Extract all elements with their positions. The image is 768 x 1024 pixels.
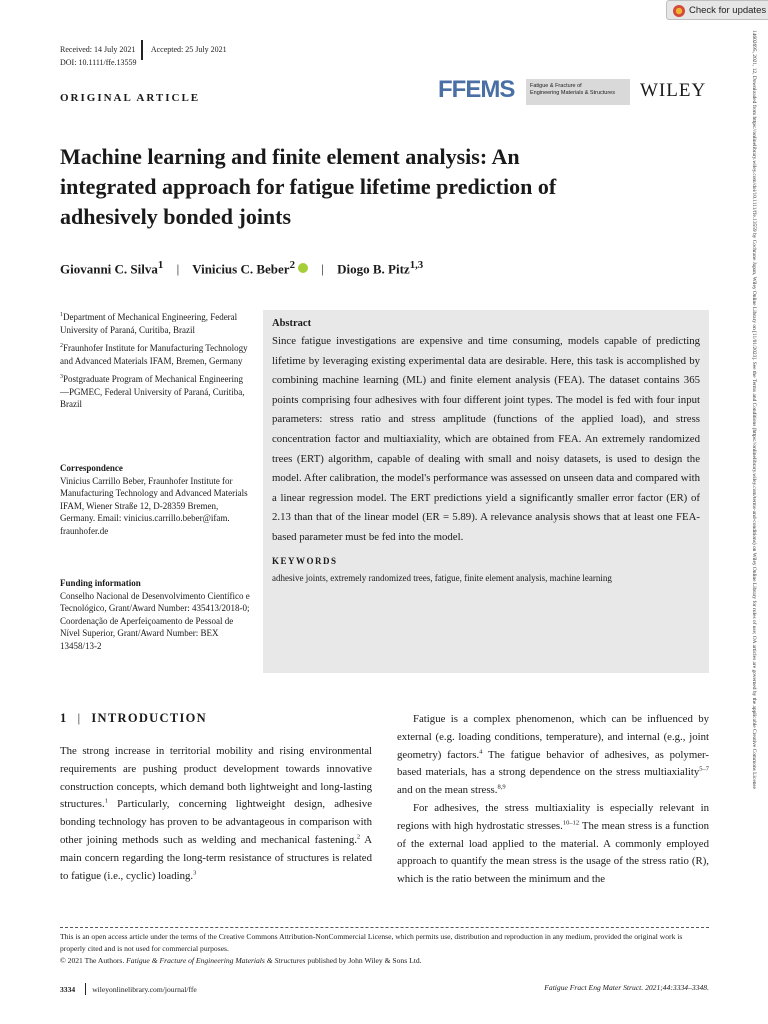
author-separator: | <box>321 261 324 277</box>
download-notice-text: 14602695, 2021, 12, Downloaded from https://onlinelibrary.wiley.com/doi/10.1111/ffe.13559 by Cochrane Japan, Wiley Online Library on [11/01/2023]. See the Terms and Conditions (https://onlinelibrary.wiley.com/terms-and-conditions) on Wiley Online Library for rules of use; OA articles are governed by the applicable Creative Commons License <box>751 30 757 789</box>
affiliation-number: 3 <box>60 374 63 380</box>
body-paragraph <box>60 743 372 885</box>
affiliation-number: 2 <box>60 343 63 349</box>
body-paragraph <box>397 800 709 889</box>
correspondence <box>60 462 250 537</box>
journal-logo-subtitle <box>526 79 630 105</box>
title-line: adhesively bonded joints <box>60 204 292 229</box>
author-name[interactable]: Giovanni C. Silva <box>60 261 158 277</box>
author-name[interactable]: Diogo B. Pitz <box>337 261 410 277</box>
affiliation <box>60 371 250 411</box>
body-text: Particularly, concerning lightweight design, adhesive bonding technology has proven to be advantageous in comparison with other joining methods such as welding and mechanical fastening. <box>60 798 372 846</box>
author-affiliation-ref: 1 <box>157 259 164 271</box>
author-separator: | <box>176 261 180 277</box>
funding-information <box>60 577 250 652</box>
keywords-heading: KEYWORDS <box>272 555 338 566</box>
copyright-text: published by John Wiley & Sons Ltd. <box>305 956 422 965</box>
citation-ref[interactable]: 5–7 <box>699 765 709 773</box>
body-column-right <box>397 711 709 889</box>
citation-ref[interactable]: 4 <box>479 748 483 755</box>
citation-ref[interactable]: 2 <box>356 833 361 841</box>
body-text: For adhesives, the stress multiaxiality is especially relevant in regions with high hydrostatic stresses. <box>397 801 709 832</box>
author-affiliation-ref: 1,3 <box>409 259 424 271</box>
page-footer <box>60 983 709 995</box>
update-badge-icon <box>673 5 685 17</box>
journal-url[interactable]: wileyonlinelibrary.com/journal/ffe <box>92 985 197 994</box>
body-text: The mean stress is a function of the external load applied to the material. A commonly employed approach to quantify the mean stress is the usage of the stress ratio (R), which is the ratio between the minimum and the <box>397 819 709 886</box>
author-list <box>60 259 423 277</box>
article-dates <box>60 40 227 60</box>
check-for-updates-label: Check for updates <box>689 5 767 16</box>
affiliation-number: 1 <box>60 312 63 318</box>
body-text: The strong increase in territorial mobility and rising environmental requirements are pushing product development towards innovative construction concepts, which demand both lightweight and long-lasting structures. <box>60 745 372 811</box>
keywords: adhesive joints, extremely randomized trees, fatigue, finite element analysis, machine learning <box>272 572 612 583</box>
affiliation-text: Postgraduate Program of Mechanical Engineering—PGMEC, Federal University of Paraná, Curitiba, Brazil <box>60 374 245 409</box>
correspondence-heading: Correspondence <box>60 463 123 473</box>
doi[interactable]: DOI: 10.1111/ffe.13559 <box>60 58 137 67</box>
author-affiliation-ref: 2 <box>289 259 295 271</box>
abstract-text: Since fatigue investigations are expensive and time consuming, models capable of predicting lifetime by leveraging existing experimental data are desirable. Here, this task is accomplished by combining machine learning (ML) and finite element analysis (FEA). The dataset contains 365 points comprising four adhesives with four different joint types. The model is fed with four input parameters: stress ratio and stress amplitude (functions of the applied load), and stress concentration factor and multiaxiality, which are obtained from FEA. An extremely randomized trees (ERT) algorithm, capable of dealing with small and noisy datasets, is used to design the model. After calibration, the model's performance was assessed on unseen data and compared with a linear regression model. The ERT predictions yield a significantly smaller error factor (ER) of 2.13 than that of the linear model (ER = 5.89). A relevance analysis shows that at least one FEA-based parameter must be fed into the model. <box>272 335 700 543</box>
section-title: INTRODUCTION <box>91 711 207 725</box>
citation-ref[interactable]: 8,9 <box>497 783 506 791</box>
title-line: integrated approach for fatigue lifetime prediction of <box>60 174 557 199</box>
journal-logo-wordmark: FFEMS <box>438 76 515 103</box>
section-heading <box>60 711 207 726</box>
body-text: A main concern regarding the long-term resistance of structures is related to fatigue (i.e., cyclic) loading. <box>60 833 372 882</box>
journal-logo[interactable] <box>438 75 630 105</box>
abstract-heading: Abstract <box>272 318 312 329</box>
abstract-box <box>263 310 709 673</box>
citation-ref[interactable]: 10–12 <box>562 819 580 827</box>
affiliation <box>60 340 250 367</box>
check-for-updates-button[interactable] <box>666 0 768 20</box>
citation-ref[interactable]: 3 <box>193 868 197 876</box>
correspondence-text: Vinicius Carrillo Beber, Fraunhofer Institute for Manufacturing Technology and Advanced Materials IFAM, Wiener Straße 12, D-28359 Bremen, Germany. Email: vinicius.carrillo.beber@ifam. fraunhofer.de <box>60 475 248 536</box>
funding-text: Conselho Nacional de Desenvolvimento Científico e Tecnológico, Grant/Award Number: 435413/2018-0; Coordenação de Aperfeiçoamento de Pessoal de Nível Superior, Grant/Award Number: BEX 13458/13-2 <box>60 590 250 651</box>
citation-ref[interactable]: 1 <box>104 797 108 805</box>
affiliation <box>60 309 250 336</box>
copyright-text: © 2021 The Authors. <box>60 956 127 965</box>
body-text: Fatigue is a complex phenomenon, which can be influenced by external (e.g. loading conditions, temperature), and internal (e.g., joint geometry) factors. <box>397 713 709 761</box>
funding-heading: Funding information <box>60 578 141 588</box>
journal-logo-subtitle-line: Fatigue & Fracture of <box>530 83 582 89</box>
download-notice-strip <box>745 30 759 1002</box>
orcid-icon[interactable] <box>298 263 308 273</box>
license-notice <box>60 931 709 967</box>
article-title <box>60 142 680 232</box>
journal-name: Fatigue & Fracture of Engineering Materials & Structures <box>126 956 306 965</box>
author-name[interactable]: Vinicius C. Beber <box>192 261 290 277</box>
affiliations <box>60 309 250 415</box>
date-divider <box>141 40 143 60</box>
body-text: and on the mean stress. <box>397 784 498 797</box>
accepted-date: Accepted: 25 July 2021 <box>150 45 227 54</box>
license-text: This is an open access article under the terms of the Creative Commons Attribution-NonCommercial License, which permits use, distribution and reproduction in any medium, provided the original work is properly cited and is not used for commercial purposes. <box>60 932 683 953</box>
footer-divider <box>60 927 709 928</box>
journal-logo-subtitle-line: Engineering Materials & Structures <box>530 90 615 96</box>
journal-citation: Fatigue Fract Eng Mater Struct. 2021;44:3334–3348. <box>544 983 709 992</box>
copyright-line <box>60 955 709 967</box>
affiliation-text: Fraunhofer Institute for Manufacturing Technology and Advanced Materials IFAM, Bremen, Germany <box>60 343 248 366</box>
section-divider: | <box>77 711 82 725</box>
title-line: Machine learning and finite element analysis: An <box>60 144 520 169</box>
body-paragraph <box>397 711 709 800</box>
affiliation-text: Department of Mechanical Engineering, Federal University of Paraná, Curitiba, Brazil <box>60 312 238 335</box>
publisher-logo[interactable]: WILEY <box>640 80 707 101</box>
page-number: 3334 <box>60 985 76 994</box>
received-date: Received: 14 July 2021 <box>60 45 136 54</box>
body-text: The fatigue behavior of adhesives, as polymer-based materials, has a strong dependence on the stress multiaxiality <box>397 748 709 779</box>
article-type: ORIGINAL ARTICLE <box>60 92 201 104</box>
footer-divider-mark <box>85 983 86 995</box>
body-column-left <box>60 743 372 885</box>
section-number: 1 <box>60 711 68 725</box>
